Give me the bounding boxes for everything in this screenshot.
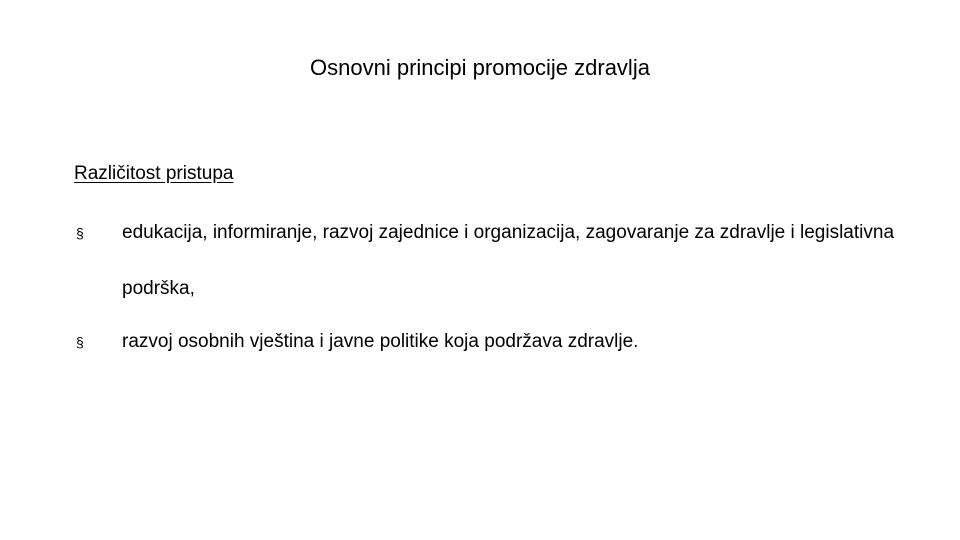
bullet-marker-icon: §: [76, 225, 84, 241]
slide-title: Osnovni principi promocije zdravlja: [310, 55, 650, 80]
bullet-text: razvoj osobnih vještina i javne politike koja podržava zdravlje.: [122, 331, 639, 352]
bullet-marker-icon: §: [76, 334, 84, 350]
bullet-text: edukacija, informiranje, razvoj zajednice i organizacija, zagovaranje za zdravlje i legislativna podrška,: [122, 222, 895, 299]
section-subtitle: Različitost pristupa: [74, 163, 234, 184]
